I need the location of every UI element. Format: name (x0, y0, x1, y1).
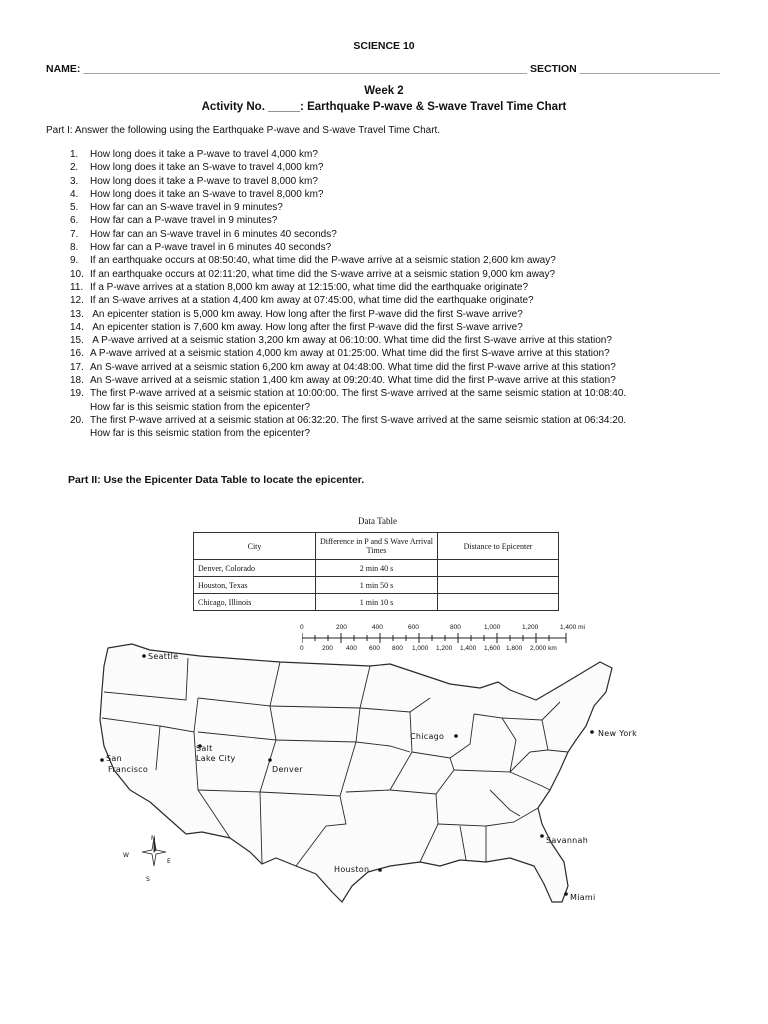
city-label-new-york: New York (598, 729, 638, 738)
row-difference: 1 min 50 s (316, 577, 438, 594)
question-item (70, 254, 720, 267)
question-number: 9. (70, 255, 79, 267)
part2-instruction: Part II: Use the Epicenter Data Table to locate the epicenter. (68, 474, 365, 486)
compass-n: N (151, 835, 156, 842)
question-text: If a P-wave arrives at a station 8,000 km away at 12:15:00, what time did the earthquake originate? (90, 281, 529, 293)
city-label-savannah: Savannah (546, 836, 589, 845)
question-text-continued: How far is this seismic station from the epicenter? (90, 401, 311, 413)
question-item (70, 268, 720, 281)
question-number: 18. (70, 375, 84, 387)
us-map (90, 640, 690, 920)
table-row (194, 560, 559, 577)
question-item (70, 241, 720, 254)
scale-mi-0: 0 (300, 624, 304, 631)
city-label-chicago: Chicago (410, 732, 445, 741)
question-item (70, 374, 720, 387)
city-label-francisco: Francisco (108, 765, 149, 774)
question-list (70, 148, 720, 441)
question-item (70, 281, 720, 294)
scale-km-600: 600 (369, 645, 380, 652)
question-text: A P-wave arrived at a seismic station 4,000 km away at 01:25:00. What time did the first S-wave arrive at this station? (90, 348, 610, 360)
question-number: 4. (70, 188, 79, 200)
question-text: If an S-wave arrives at a station 4,400 km away at 07:45:00, what time did the earthquake originate? (90, 295, 534, 307)
compass-w: W (123, 852, 130, 859)
question-item (70, 201, 720, 214)
question-text: A P-wave arrived at a seismic station 3,200 km away at 06:10:00. What time did the first S-wave arrive at this station? (90, 335, 612, 347)
question-number: 8. (70, 242, 79, 254)
scale-km-1600: 1,600 (484, 645, 501, 652)
scale-mi-1400: 1,400 mi (560, 624, 585, 631)
question-item (70, 414, 720, 441)
question-item (70, 334, 720, 347)
city-label-san: San (106, 754, 122, 763)
scale-km-1200: 1,200 (436, 645, 453, 652)
epicenter-data-table (193, 532, 559, 611)
question-text: How long does it take a P-wave to travel 8,000 km? (90, 175, 318, 187)
city-label-seattle: Seattle (148, 652, 179, 661)
scale-mi-200: 200 (336, 624, 347, 631)
scale-km-1800: 1,800 (506, 645, 523, 652)
city-label-lake-city: Lake City (196, 754, 236, 763)
city-label-houston: Houston (334, 865, 370, 874)
question-item (70, 294, 720, 307)
question-text-continued: How far is this seismic station from the epicenter? (90, 428, 311, 440)
question-number: 5. (70, 202, 79, 214)
question-item (70, 347, 720, 360)
question-text: How far can a P-wave travel in 9 minutes? (90, 215, 278, 227)
scale-mi-400: 400 (372, 624, 383, 631)
name-section-line[interactable]: NAME: ____________________________________________________________________________ SECTION ________________________ (46, 63, 720, 75)
question-number: 20. (70, 414, 84, 426)
row-difference: 2 min 40 s (316, 560, 438, 577)
question-item (70, 308, 720, 321)
scale-mi-1000: 1,000 (484, 624, 501, 631)
scale-km-0: 0 (300, 645, 304, 652)
question-item (70, 175, 720, 188)
course-title: SCIENCE 10 (353, 40, 415, 52)
question-number: 12. (70, 295, 84, 307)
city-label-salt: Salt (196, 744, 213, 753)
question-text: How far can a P-wave travel in 6 minutes 40 seconds? (90, 242, 332, 254)
row-city: Chicago, Illinois (194, 594, 316, 611)
question-text: How long does it take a P-wave to travel 4,000 km? (90, 149, 318, 160)
row-difference: 1 min 10 s (316, 594, 438, 611)
question-item (70, 148, 720, 161)
question-number: 1. (70, 149, 79, 160)
question-item (70, 214, 720, 227)
question-number: 14. (70, 321, 84, 333)
city-label-miami: Miami (570, 893, 596, 902)
header-difference: Difference in P and S Wave Arrival Times (316, 533, 438, 560)
question-number: 13. (70, 308, 84, 320)
compass-rose (142, 838, 166, 866)
city-label-denver: Denver (272, 765, 303, 774)
question-text: An S-wave arrived at a seismic station 6,200 km away at 04:48:00. What time did the first P-wave arrive at this station? (90, 361, 616, 373)
scale-km-2000: 2,000 km (530, 645, 557, 652)
scale-mi-1200: 1,200 (522, 624, 539, 631)
compass-e: E (167, 858, 172, 865)
question-number: 7. (70, 228, 79, 240)
question-number: 11. (70, 281, 84, 293)
scale-mi-800: 800 (450, 624, 461, 631)
question-text: An epicenter station is 7,600 km away. How long after the first P-wave did the first S-wave arrive? (90, 321, 523, 333)
question-number: 10. (70, 268, 84, 280)
question-number: 6. (70, 215, 79, 227)
table-row (194, 594, 559, 611)
scale-km-1000: 1,000 (412, 645, 429, 652)
question-number: 2. (70, 162, 79, 174)
question-text: If an earthquake occurs at 08:50:40, what time did the P-wave arrive at a seismic station 2,600 km away? (90, 255, 556, 267)
question-text: How far can an S-wave travel in 6 minutes 40 seconds? (90, 228, 337, 240)
scale-km-800: 800 (392, 645, 403, 652)
row-distance-cell[interactable] (438, 594, 559, 611)
question-text: How long does it take an S-wave to travel 4,000 km? (90, 162, 324, 174)
question-text: If an earthquake occurs at 02:11:20, what time did the S-wave arrive at a seismic station 9,000 km away? (90, 268, 556, 280)
question-text: The first P-wave arrived at a seismic station at 10:00:00. The first S-wave arrived at the same seismic station at 10:08:40. (90, 388, 627, 400)
data-table-title: Data Table (358, 516, 397, 526)
question-item (70, 188, 720, 201)
row-distance-cell[interactable] (438, 560, 559, 577)
activity-title: Activity No. _____: Earthquake P-wave & S-wave Travel Time Chart (201, 101, 567, 113)
question-item (70, 228, 720, 241)
question-number: 15. (70, 335, 84, 347)
row-city: Houston, Texas (194, 577, 316, 594)
scale-km-200: 200 (322, 645, 333, 652)
table-header-row (194, 533, 559, 560)
week-label: Week 2 (364, 85, 404, 97)
question-number: 19. (70, 388, 84, 400)
compass-s: S (146, 876, 151, 883)
question-text: How long does it take an S-wave to travel 8,000 km? (90, 188, 324, 200)
part1-instruction: Part I: Answer the following using the Earthquake P-wave and S-wave Travel Time Chart. (46, 125, 441, 136)
row-city: Denver, Colorado (194, 560, 316, 577)
question-text: How far can an S-wave travel in 9 minutes? (90, 202, 283, 214)
question-item (70, 387, 720, 414)
scale-km-400: 400 (346, 645, 357, 652)
question-number: 17. (70, 361, 84, 373)
question-text: The first P-wave arrived at a seismic station at 06:32:20. The first S-wave arrived at the same seismic station at 06:34:20. (90, 414, 627, 426)
scale-mi-600: 600 (408, 624, 419, 631)
question-number: 16. (70, 348, 84, 360)
question-item (70, 161, 720, 174)
question-item (70, 321, 720, 334)
header-distance: Distance to Epicenter (438, 533, 559, 560)
question-text: An S-wave arrived at a seismic station 1,400 km away at 09:20:40. What time did the first P-wave arrive at this station? (90, 375, 616, 387)
scale-km-1400: 1,400 (460, 645, 477, 652)
question-number: 3. (70, 175, 79, 187)
question-text: An epicenter station is 5,000 km away. How long after the first P-wave did the first S-wave arrive? (90, 308, 523, 320)
table-row (194, 577, 559, 594)
header-city: City (194, 533, 316, 560)
question-item (70, 361, 720, 374)
row-distance-cell[interactable] (438, 577, 559, 594)
